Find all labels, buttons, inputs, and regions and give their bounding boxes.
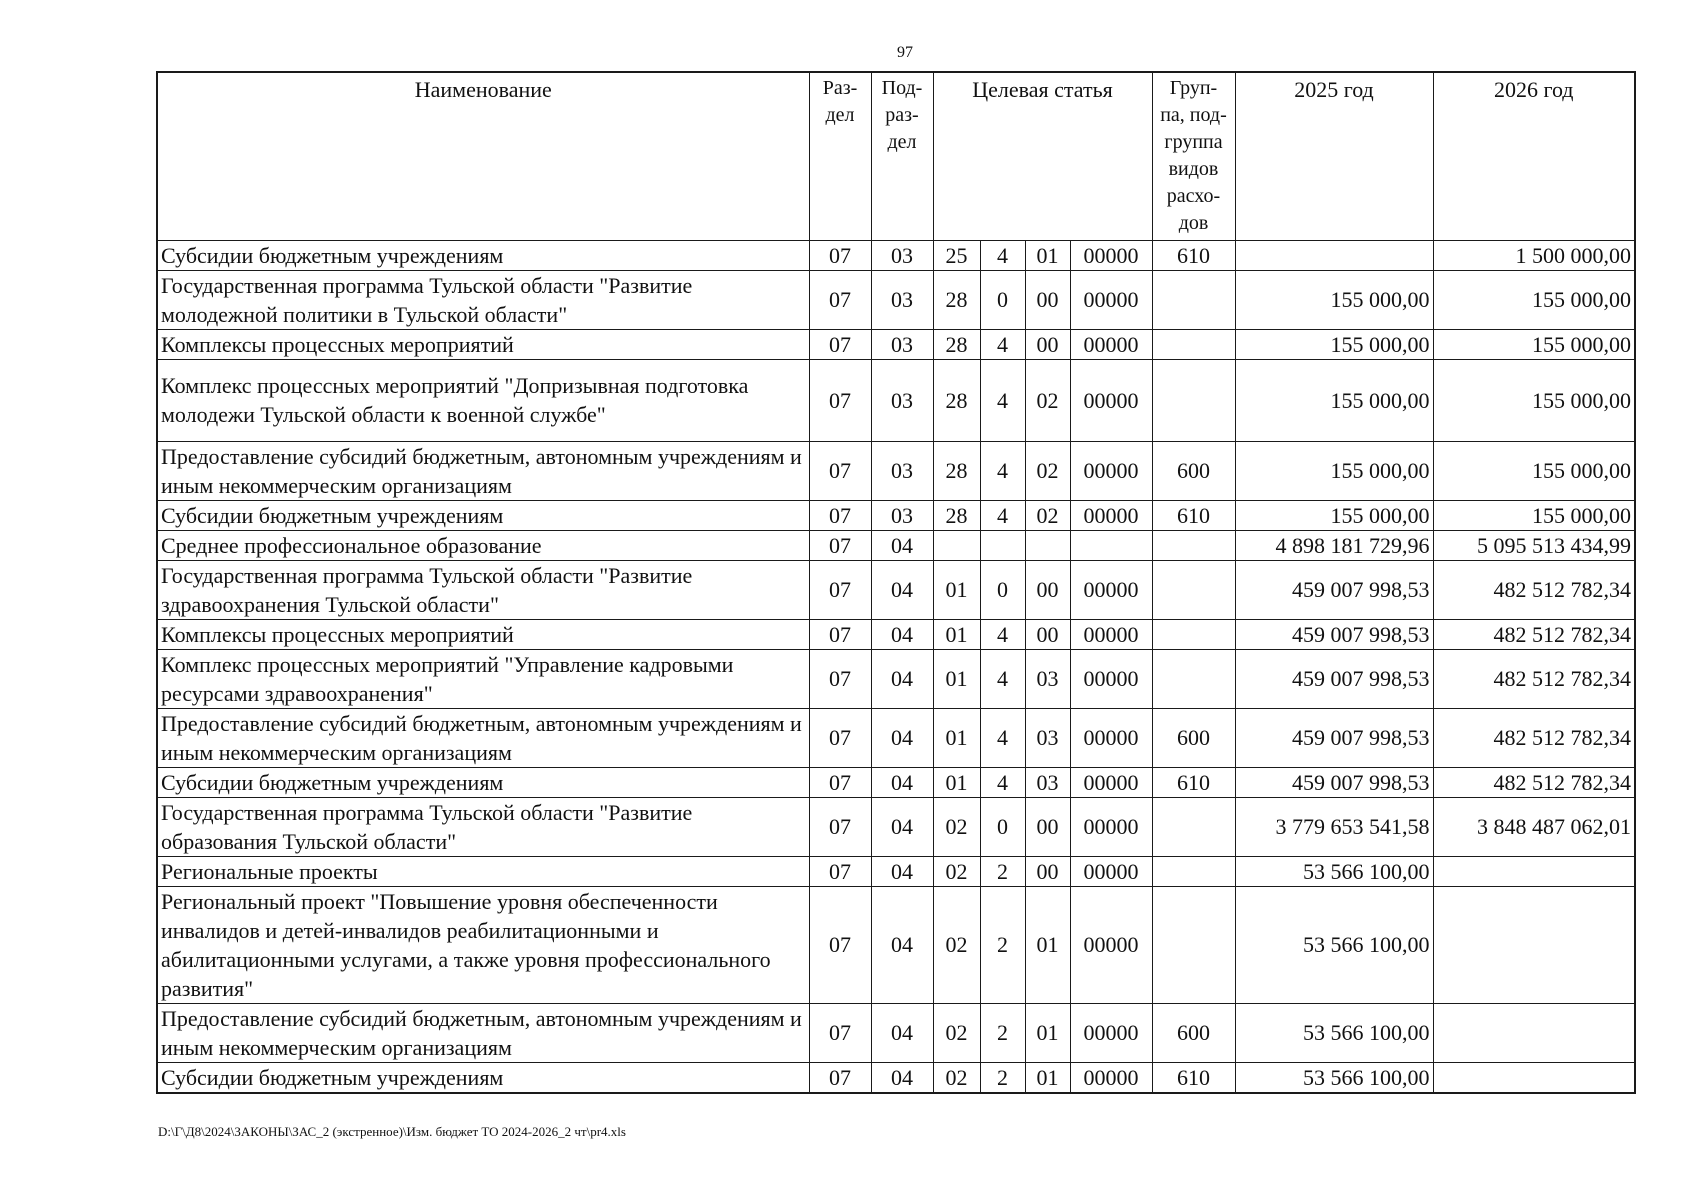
row-expense-group: 610: [1152, 767, 1235, 797]
row-podrazdel: 04: [871, 708, 933, 767]
row-article-program: 01: [933, 560, 980, 619]
header-expense-group: Груп- па, под- группа видов расхо- дов: [1152, 72, 1235, 240]
row-article-subtype: 00: [1025, 270, 1070, 329]
row-podrazdel: 04: [871, 560, 933, 619]
row-amount-2026: 155 000,00: [1433, 270, 1635, 329]
row-article-subtype: 02: [1025, 441, 1070, 500]
row-article-direction: 00000: [1070, 856, 1152, 886]
table-row: [157, 856, 1635, 886]
row-podrazdel: 04: [871, 530, 933, 560]
row-article-subtype: 00: [1025, 329, 1070, 359]
table-row: [157, 886, 1635, 1003]
row-name: Субсидии бюджетным учреждениям: [157, 767, 809, 797]
row-article-type: 2: [980, 886, 1025, 1003]
row-amount-2025: 155 000,00: [1235, 500, 1433, 530]
row-expense-group: [1152, 560, 1235, 619]
row-podrazdel: 03: [871, 240, 933, 270]
row-article-type: 0: [980, 560, 1025, 619]
row-razdel: 07: [809, 767, 871, 797]
row-article-program: 01: [933, 619, 980, 649]
header-name: Наименование: [157, 72, 809, 240]
row-razdel: 07: [809, 530, 871, 560]
row-podrazdel: 03: [871, 359, 933, 441]
row-expense-group: [1152, 886, 1235, 1003]
row-amount-2026: 155 000,00: [1433, 500, 1635, 530]
row-expense-group: [1152, 359, 1235, 441]
row-article-subtype: 00: [1025, 619, 1070, 649]
row-amount-2025: 53 566 100,00: [1235, 886, 1433, 1003]
row-article-type: 2: [980, 1003, 1025, 1062]
row-article-program: 01: [933, 767, 980, 797]
row-article-program: 02: [933, 797, 980, 856]
row-razdel: 07: [809, 441, 871, 500]
row-expense-group: 610: [1152, 240, 1235, 270]
table-row: [157, 500, 1635, 530]
table-row: [157, 359, 1635, 441]
row-expense-group: [1152, 619, 1235, 649]
row-amount-2026: [1433, 886, 1635, 1003]
row-article-direction: 00000: [1070, 767, 1152, 797]
row-amount-2025: [1235, 240, 1433, 270]
row-article-program: 02: [933, 1062, 980, 1093]
row-amount-2026: 1 500 000,00: [1433, 240, 1635, 270]
row-article-type: 2: [980, 856, 1025, 886]
row-article-type: 0: [980, 270, 1025, 329]
row-article-program: [933, 530, 980, 560]
row-podrazdel: 04: [871, 1062, 933, 1093]
row-podrazdel: 03: [871, 441, 933, 500]
row-razdel: 07: [809, 1062, 871, 1093]
row-podrazdel: 03: [871, 329, 933, 359]
row-article-subtype: 03: [1025, 767, 1070, 797]
row-article-direction: 00000: [1070, 797, 1152, 856]
row-amount-2025: 4 898 181 729,96: [1235, 530, 1433, 560]
row-article-program: 28: [933, 359, 980, 441]
row-article-direction: 00000: [1070, 240, 1152, 270]
row-article-subtype: 00: [1025, 560, 1070, 619]
table-row: [157, 240, 1635, 270]
row-article-type: 0: [980, 797, 1025, 856]
header-podrazdel: Под- раз- дел: [871, 72, 933, 240]
row-article-direction: 00000: [1070, 329, 1152, 359]
row-amount-2026: 482 512 782,34: [1433, 619, 1635, 649]
row-expense-group: 600: [1152, 708, 1235, 767]
budget-table: [156, 71, 1636, 1094]
row-amount-2026: 5 095 513 434,99: [1433, 530, 1635, 560]
row-amount-2025: 459 007 998,53: [1235, 649, 1433, 708]
row-article-program: 28: [933, 441, 980, 500]
row-article-type: 4: [980, 767, 1025, 797]
row-amount-2026: 155 000,00: [1433, 329, 1635, 359]
row-article-subtype: 00: [1025, 797, 1070, 856]
row-article-direction: [1070, 530, 1152, 560]
row-razdel: 07: [809, 1003, 871, 1062]
row-razdel: 07: [809, 649, 871, 708]
row-podrazdel: 04: [871, 1003, 933, 1062]
row-article-program: 28: [933, 500, 980, 530]
row-name: Государственная программа Тульской области "Развитие образования Тульской области": [157, 797, 809, 856]
row-amount-2025: 459 007 998,53: [1235, 619, 1433, 649]
row-podrazdel: 04: [871, 886, 933, 1003]
row-amount-2025: 53 566 100,00: [1235, 1003, 1433, 1062]
row-podrazdel: 04: [871, 649, 933, 708]
row-name: Комплекс процессных мероприятий "Управление кадровыми ресурсами здравоохранения": [157, 649, 809, 708]
row-article-program: 01: [933, 649, 980, 708]
row-amount-2026: 3 848 487 062,01: [1433, 797, 1635, 856]
table-row: [157, 329, 1635, 359]
row-amount-2026: 482 512 782,34: [1433, 649, 1635, 708]
row-amount-2025: 459 007 998,53: [1235, 767, 1433, 797]
row-article-type: 4: [980, 500, 1025, 530]
row-razdel: 07: [809, 560, 871, 619]
table-row: [157, 619, 1635, 649]
row-name: Государственная программа Тульской области "Развитие здравоохранения Тульской области": [157, 560, 809, 619]
row-amount-2025: 155 000,00: [1235, 359, 1433, 441]
row-expense-group: [1152, 329, 1235, 359]
row-podrazdel: 04: [871, 619, 933, 649]
row-article-direction: 00000: [1070, 649, 1152, 708]
row-amount-2026: 482 512 782,34: [1433, 767, 1635, 797]
row-amount-2025: 53 566 100,00: [1235, 856, 1433, 886]
row-razdel: 07: [809, 500, 871, 530]
row-name: Региональный проект "Повышение уровня обеспеченности инвалидов и детей-инвалидов реабилитационными и абилитационными услугами, а также уровня профессионального развития": [157, 886, 809, 1003]
row-article-program: 28: [933, 270, 980, 329]
row-podrazdel: 04: [871, 797, 933, 856]
table-row: [157, 708, 1635, 767]
table-row: [157, 1062, 1635, 1093]
row-article-program: 02: [933, 1003, 980, 1062]
row-article-type: 4: [980, 329, 1025, 359]
row-razdel: 07: [809, 797, 871, 856]
row-expense-group: 610: [1152, 500, 1235, 530]
row-name: Государственная программа Тульской области "Развитие молодежной политики в Тульской области": [157, 270, 809, 329]
row-article-program: 25: [933, 240, 980, 270]
row-article-subtype: 01: [1025, 886, 1070, 1003]
row-amount-2026: 155 000,00: [1433, 359, 1635, 441]
row-razdel: 07: [809, 359, 871, 441]
table-row: [157, 441, 1635, 500]
row-podrazdel: 03: [871, 500, 933, 530]
header-target-article: Целевая статья: [933, 72, 1152, 240]
row-expense-group: [1152, 530, 1235, 560]
row-expense-group: [1152, 649, 1235, 708]
row-amount-2025: 459 007 998,53: [1235, 560, 1433, 619]
row-article-program: 01: [933, 708, 980, 767]
row-name: Комплексы процессных мероприятий: [157, 619, 809, 649]
row-razdel: 07: [809, 270, 871, 329]
row-article-direction: 00000: [1070, 886, 1152, 1003]
row-expense-group: 600: [1152, 1003, 1235, 1062]
row-podrazdel: 03: [871, 270, 933, 329]
table-row: [157, 767, 1635, 797]
header-row: [157, 72, 1635, 240]
row-article-type: 4: [980, 649, 1025, 708]
row-expense-group: [1152, 797, 1235, 856]
row-article-direction: 00000: [1070, 270, 1152, 329]
row-razdel: 07: [809, 708, 871, 767]
row-article-subtype: 02: [1025, 500, 1070, 530]
row-amount-2026: 482 512 782,34: [1433, 560, 1635, 619]
row-article-subtype: [1025, 530, 1070, 560]
header-2025: 2025 год: [1235, 72, 1433, 240]
row-expense-group: 610: [1152, 1062, 1235, 1093]
row-article-type: 4: [980, 619, 1025, 649]
row-article-subtype: 01: [1025, 1003, 1070, 1062]
row-article-subtype: 03: [1025, 649, 1070, 708]
row-name: Субсидии бюджетным учреждениям: [157, 1062, 809, 1093]
row-expense-group: [1152, 270, 1235, 329]
file-path-footer: D:\Г\Д8\2024\ЗАКОНЫ\ЗАС_2 (экстренное)\Изм. бюджет ТО 2024-2026_2 чт\pr4.xls: [158, 1124, 626, 1139]
row-article-direction: 00000: [1070, 441, 1152, 500]
header-razdel: Раз- дел: [809, 72, 871, 240]
table-row: [157, 797, 1635, 856]
row-name: Комплекс процессных мероприятий "Допризывная подготовка молодежи Тульской области к военной службе": [157, 359, 809, 441]
row-amount-2025: 53 566 100,00: [1235, 1062, 1433, 1093]
row-article-direction: 00000: [1070, 1062, 1152, 1093]
header-2026: 2026 год: [1433, 72, 1635, 240]
row-podrazdel: 04: [871, 856, 933, 886]
table-row: [157, 1003, 1635, 1062]
row-amount-2026: [1433, 1003, 1635, 1062]
row-name: Комплексы процессных мероприятий: [157, 329, 809, 359]
row-razdel: 07: [809, 856, 871, 886]
row-article-program: 28: [933, 329, 980, 359]
table-row: [157, 649, 1635, 708]
row-razdel: 07: [809, 619, 871, 649]
row-name: Субсидии бюджетным учреждениям: [157, 500, 809, 530]
row-amount-2025: 155 000,00: [1235, 329, 1433, 359]
row-expense-group: 600: [1152, 441, 1235, 500]
row-article-direction: 00000: [1070, 619, 1152, 649]
table-row: [157, 270, 1635, 329]
row-article-subtype: 01: [1025, 1062, 1070, 1093]
row-razdel: 07: [809, 240, 871, 270]
row-name: Предоставление субсидий бюджетным, автономным учреждениям и иным некоммерческим организациям: [157, 441, 809, 500]
row-article-type: 4: [980, 441, 1025, 500]
row-article-subtype: 03: [1025, 708, 1070, 767]
row-razdel: 07: [809, 329, 871, 359]
row-article-subtype: 02: [1025, 359, 1070, 441]
row-article-type: 4: [980, 240, 1025, 270]
row-expense-group: [1152, 856, 1235, 886]
row-name: Региональные проекты: [157, 856, 809, 886]
row-name: Среднее профессиональное образование: [157, 530, 809, 560]
row-razdel: 07: [809, 886, 871, 1003]
row-amount-2026: 482 512 782,34: [1433, 708, 1635, 767]
row-amount-2025: 155 000,00: [1235, 270, 1433, 329]
row-amount-2026: 155 000,00: [1433, 441, 1635, 500]
row-article-direction: 00000: [1070, 500, 1152, 530]
row-article-program: 02: [933, 886, 980, 1003]
table-row: [157, 530, 1635, 560]
row-name: Предоставление субсидий бюджетным, автономным учреждениям и иным некоммерческим организациям: [157, 1003, 809, 1062]
row-amount-2026: [1433, 1062, 1635, 1093]
row-amount-2026: [1433, 856, 1635, 886]
row-article-program: 02: [933, 856, 980, 886]
row-article-type: 4: [980, 359, 1025, 441]
table-row: [157, 560, 1635, 619]
row-name: Субсидии бюджетным учреждениям: [157, 240, 809, 270]
row-article-subtype: 01: [1025, 240, 1070, 270]
row-article-direction: 00000: [1070, 560, 1152, 619]
row-article-direction: 00000: [1070, 708, 1152, 767]
row-amount-2025: 3 779 653 541,58: [1235, 797, 1433, 856]
row-amount-2025: 155 000,00: [1235, 441, 1433, 500]
row-article-type: 2: [980, 1062, 1025, 1093]
row-article-direction: 00000: [1070, 359, 1152, 441]
row-amount-2025: 459 007 998,53: [1235, 708, 1433, 767]
row-name: Предоставление субсидий бюджетным, автономным учреждениям и иным некоммерческим организациям: [157, 708, 809, 767]
row-podrazdel: 04: [871, 767, 933, 797]
page-number: 97: [897, 44, 913, 61]
row-article-type: [980, 530, 1025, 560]
row-article-direction: 00000: [1070, 1003, 1152, 1062]
row-article-type: 4: [980, 708, 1025, 767]
row-article-subtype: 00: [1025, 856, 1070, 886]
